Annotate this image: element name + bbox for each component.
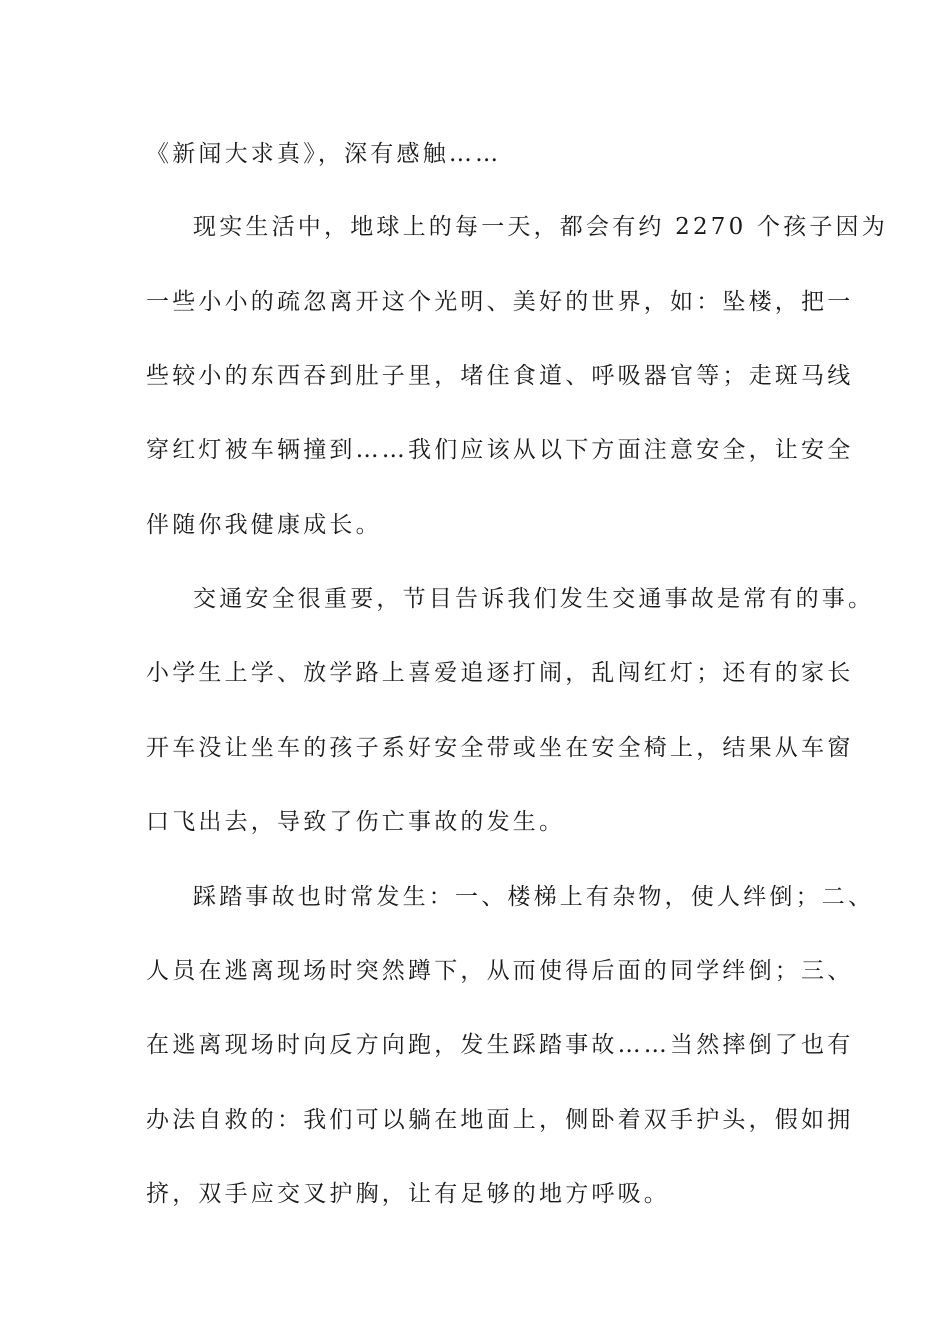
text-line: 一些小小的疏忽离开这个光明、美好的世界，如：坠楼，把一	[146, 289, 854, 315]
text-line: 在逃离现场时向反方向跑，发生踩踏事故……当然摔倒了也有	[146, 1032, 854, 1058]
paragraph-first-line: 现实生活中，地球上的每一天，都会有约 2270 个孩子因为	[193, 214, 888, 240]
text-line: 开车没让坐车的孩子系好安全带或坐在安全椅上，结果从车窗	[146, 735, 854, 761]
text-line: 伴随你我健康成长。	[146, 512, 382, 538]
text-line: 小学生上学、放学路上喜爱追逐打闹，乱闯红灯；还有的家长	[146, 660, 854, 686]
paragraph-first-line: 踩踏事故也时常发生：一、楼梯上有杂物，使人绊倒；二、	[193, 884, 875, 910]
text-line: 办法自救的：我们可以躺在地面上，侧卧着双手护头，假如拥	[146, 1107, 854, 1133]
text-line: 《新闻大求真》，深有感触……	[146, 141, 502, 167]
text-line: 穿红灯被车辆撞到……我们应该从以下方面注意安全，让安全	[146, 437, 854, 463]
text-line: 些较小的东西吞到肚子里，堵住食道、呼吸器官等；走斑马线	[146, 363, 854, 389]
text-line: 人员在逃离现场时突然蹲下，从而使得后面的同学绊倒；三、	[146, 958, 854, 984]
paragraph-first-line: 交通安全很重要，节目告诉我们发生交通事故是常有的事。	[193, 586, 875, 612]
text-line: 挤，双手应交叉护胸，让有足够的地方呼吸。	[146, 1181, 670, 1207]
text-line: 口飞出去，导致了伤亡事故的发生。	[146, 809, 566, 835]
